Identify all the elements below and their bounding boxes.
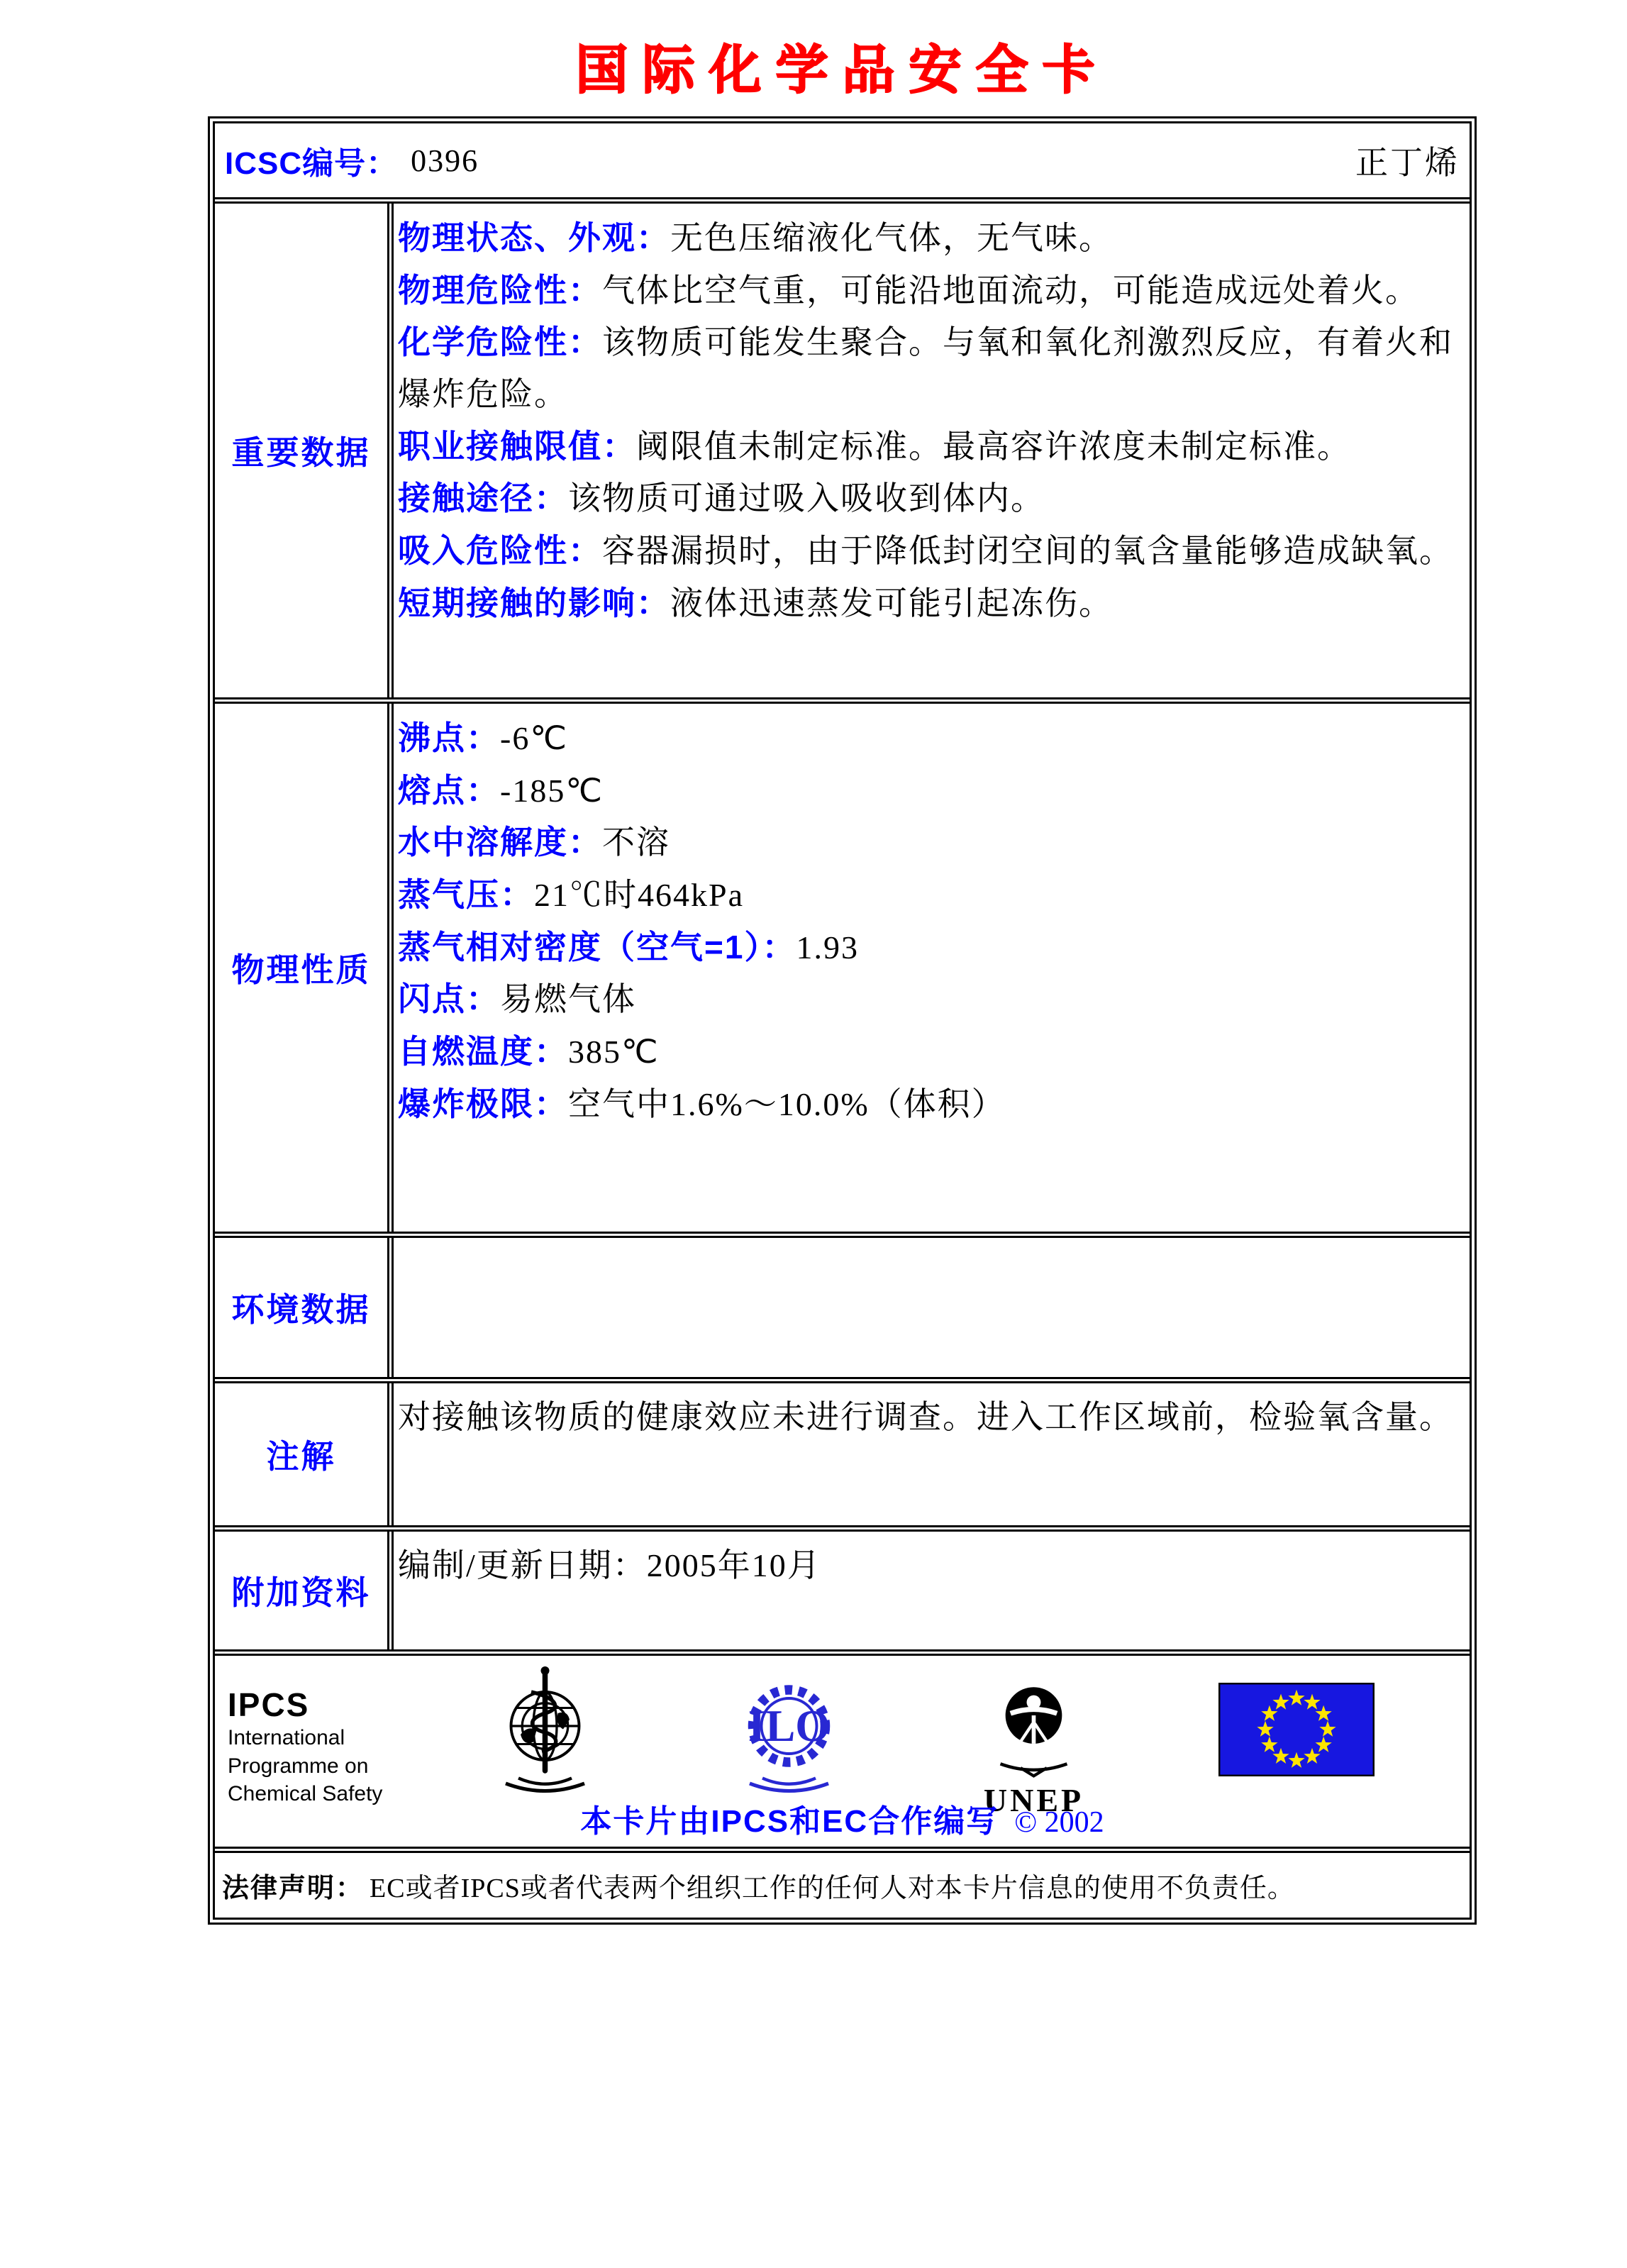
section-label-physical-properties: 物理性质 bbox=[215, 704, 394, 1232]
property-line bbox=[398, 817, 1462, 869]
property-value: 无色压缩液化气体，无气味。 bbox=[670, 220, 1113, 256]
property-value: 该物质可能发生聚合。与氧和氧化剂激烈反应，有着火和爆炸危险。 bbox=[398, 324, 1453, 413]
property-line bbox=[398, 265, 1462, 317]
property-value: 容器漏损时，由于降低封闭空间的氧含量能够造成缺氧。 bbox=[602, 533, 1453, 570]
unep-letters: UNEP bbox=[983, 1782, 1084, 1818]
legal-row bbox=[215, 1847, 1470, 1918]
property-key: 熔点： bbox=[398, 771, 500, 809]
header-row bbox=[215, 123, 1470, 197]
property-line bbox=[398, 765, 1462, 817]
property-key: 蒸气相对密度（空气=1）： bbox=[398, 928, 796, 966]
property-key: 物理状态、外观： bbox=[398, 219, 670, 256]
important-data-content bbox=[394, 204, 1470, 697]
property-key: 闪点： bbox=[398, 980, 500, 1018]
ipcs-subtitle-line: International bbox=[228, 1726, 345, 1749]
logos-row bbox=[215, 1649, 1470, 1847]
caption-text: 本卡片由IPCS和EC合作编写 bbox=[580, 1804, 999, 1839]
property-value: 气体比空气重，可能沿地面流动，可能造成远处着火。 bbox=[602, 272, 1419, 309]
property-line bbox=[398, 212, 1462, 265]
property-line bbox=[398, 1078, 1462, 1131]
property-value: 1.93 bbox=[796, 929, 859, 966]
property-value: -185℃ bbox=[500, 772, 604, 809]
section-label-important-data: 重要数据 bbox=[215, 204, 394, 697]
property-line bbox=[398, 973, 1462, 1026]
additional-info-content bbox=[394, 1532, 1470, 1649]
who-logo-icon bbox=[476, 1660, 614, 1813]
environmental-data-content bbox=[394, 1238, 1470, 1377]
property-value: 空气中1.6%～10.0%（体积） bbox=[568, 1085, 1006, 1122]
ipcs-subtitle-line: Programme on bbox=[228, 1754, 369, 1778]
property-line bbox=[398, 577, 1462, 630]
section-label-additional-info: 附加资料 bbox=[215, 1532, 394, 1649]
property-value: 易燃气体 bbox=[500, 981, 636, 1018]
ipcs-text-block bbox=[228, 1686, 382, 1808]
notes-row bbox=[215, 1377, 1470, 1525]
property-line bbox=[398, 1540, 1462, 1592]
property-key: 接触途径： bbox=[398, 480, 568, 517]
property-key: 沸点： bbox=[398, 719, 500, 756]
property-line bbox=[398, 712, 1462, 765]
property-value: 阈限值未制定标准。最高容许浓度未制定标准。 bbox=[636, 428, 1351, 465]
cooperation-caption bbox=[215, 1796, 1470, 1841]
property-value: 该物质可通过吸入吸收到体内。 bbox=[568, 480, 1045, 517]
property-value: 385℃ bbox=[568, 1034, 660, 1071]
property-key: 物理危险性： bbox=[398, 271, 602, 309]
chemical-name: 正丁烯 bbox=[1355, 145, 1460, 181]
legal-notice-text: EC或者IPCS或者代表两个组织工作的任何人对本卡片信息的使用不负责任。 bbox=[370, 1874, 1295, 1903]
property-value: 液体迅速蒸发可能引起冻伤。 bbox=[670, 585, 1113, 621]
icsc-table bbox=[208, 116, 1477, 1925]
caption-copyright: © 2002 bbox=[1014, 1806, 1104, 1839]
property-line bbox=[398, 316, 1462, 420]
property-value: 对接触该物质的健康效应未进行调查。进入工作区域前，检验氧含量。 bbox=[398, 1399, 1453, 1435]
ilo-logo-icon bbox=[720, 1660, 858, 1813]
property-line bbox=[398, 869, 1462, 922]
ipcs-subtitle-line: Chemical Safety bbox=[228, 1782, 383, 1806]
icsc-number-value: 0396 bbox=[411, 143, 479, 178]
property-key: 水中溶解度： bbox=[398, 824, 602, 861]
property-value: -6℃ bbox=[500, 720, 568, 756]
ipcs-title: IPCS bbox=[228, 1686, 310, 1723]
property-key: 职业接触限值： bbox=[398, 427, 636, 465]
property-line bbox=[398, 1392, 1462, 1444]
property-value: 编制/更新日期：2005年10月 bbox=[398, 1547, 821, 1583]
section-label-environmental-data: 环境数据 bbox=[215, 1238, 394, 1377]
section-label-notes: 注解 bbox=[215, 1383, 394, 1525]
property-line bbox=[398, 922, 1462, 974]
property-key: 自燃温度： bbox=[398, 1033, 568, 1071]
property-key: 短期接触的影响： bbox=[398, 584, 670, 621]
property-key: 爆炸极限： bbox=[398, 1085, 568, 1122]
eu-flag-icon bbox=[1218, 1683, 1375, 1780]
property-key: 吸入危险性： bbox=[398, 532, 602, 570]
additional-info-row bbox=[215, 1525, 1470, 1649]
property-line bbox=[398, 472, 1462, 525]
physical-properties-row bbox=[215, 697, 1470, 1232]
property-key: 化学危险性： bbox=[398, 323, 602, 361]
property-value: 21℃时464kPa bbox=[534, 877, 744, 914]
property-value: 不溶 bbox=[602, 824, 670, 861]
property-key: 蒸气压： bbox=[398, 876, 534, 914]
physical-properties-content bbox=[394, 704, 1470, 1232]
page-title: 国际化学品安全卡 bbox=[575, 42, 1109, 100]
ilo-letters: ILO bbox=[748, 1701, 831, 1751]
environmental-data-row bbox=[215, 1232, 1470, 1377]
property-line bbox=[398, 1026, 1462, 1078]
notes-content bbox=[394, 1383, 1470, 1525]
icsc-number-label: ICSC编号： bbox=[225, 146, 399, 181]
legal-notice-label: 法律声明： bbox=[222, 1874, 365, 1903]
important-data-row bbox=[215, 197, 1470, 697]
property-line bbox=[398, 525, 1462, 577]
property-line bbox=[398, 421, 1462, 473]
